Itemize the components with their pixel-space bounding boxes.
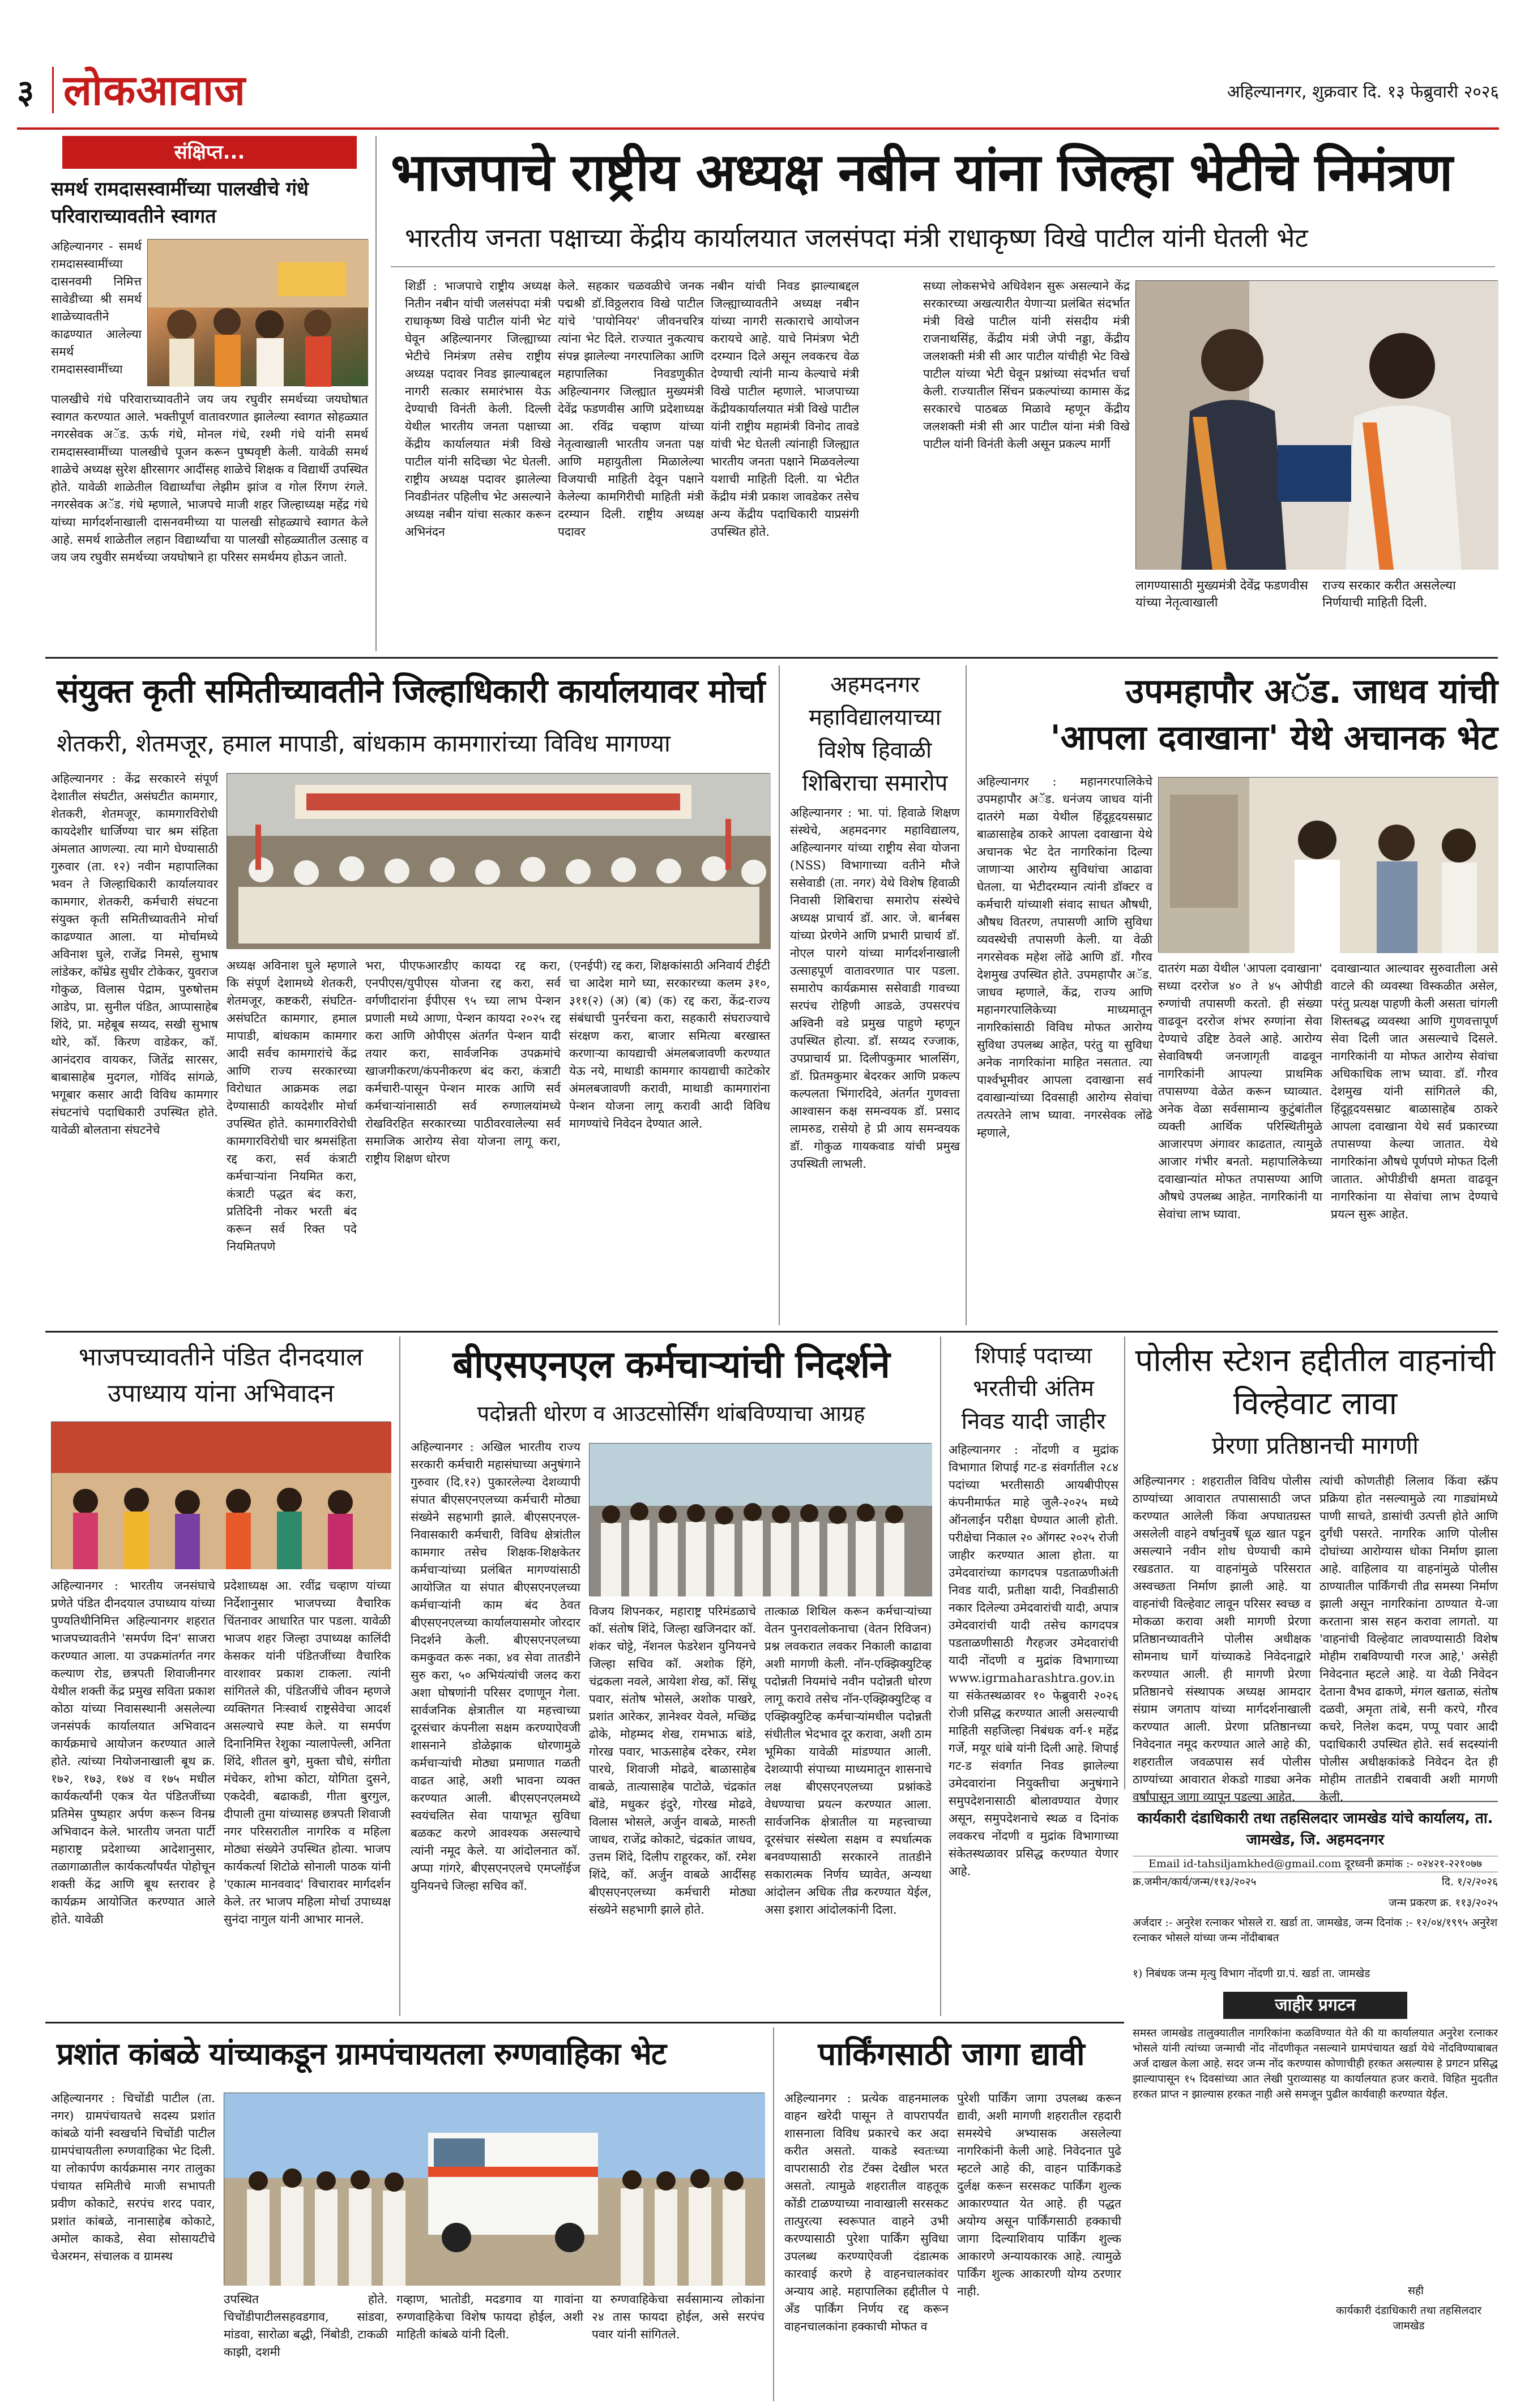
story6-photo — [589, 1443, 932, 1596]
divider-story9-10 — [773, 2027, 774, 2401]
story2-col3: भरा, पीएफआरडीए कायदा रद्द करा, एनपीएस/युपीएस योजना रद्द करा, सर्व वर्गणीदारांना ईपीएस ९५ च्या लाभ पेन्शन प्रणाली मध्ये आणा, पेन्शन कायदा २०२५ रद्द करा आणि ओपीएस अंतर्गत पेन्शन यादी तयार करा, सार्वजनिक उपक्रमांचे खाजगीकरण/कंपनीकरण बंद करा, कंत्राटी कर्मचारी-पासून पेन्शन मारक आणि सर्व कर्मचाऱ्यांनासाठी सर्व रुग्णालयांमध्ये रोखविरहित सरकारच्या पाठीवरवालेल्या सर्व समाजिक आरोग्य सेवा योजना लागू करा, राष्ट्रीय शिक्षण धोरण — [365, 959, 561, 1165]
notice-office: कार्यकारी दंडाधिकारी तथा तहसिलदार जामखेड यांचे कार्यालय, ता. जामखेड, जि. अहमदनगर — [1137, 1810, 1493, 1848]
story8-col1: अहिल्यानगर : शहरातील विविध पोलीस ठाण्यांच्या आवारात तपासासाठी जप्त करण्यात आलेली किंवा अपघातग्रस्त असलेली वाहने वर्षानुवर्षे धूळ खात पडून असल्याने नवीन शोध घेण्याची कामे रखडतात. या वाहनांमुळे परिसरात अस्वच्छता निर्माण झाली आहे. या वाहनांची विल्हेवाट लावून परिसर स्वच्छ व मोकळा करावा अशी मागणी प्रेरणा प्रतिष्ठानच्यावतीने पोलीस अधीक्षक सोमनाथ घार्गे यांच्याकडे निवेदनाद्वारे करण्यात आली. ही मागणी प्रेरणा प्रतिष्ठानचे संस्थापक अध्यक्ष आमदार संग्राम जगताप यांच्या मार्गदर्शनाखाली करण्यात आली. प्रेरणा प्रतिष्ठानच्या निवेदनात नमूद करण्यात आले आहे की, शहरातील जवळपास सर्व पोलीस ठाण्यांच्या आवारात शेकडो गाड्या अनेक वर्षांपासून जागा व्यापून पडल्या आहेत. — [1133, 1474, 1311, 1804]
story8-col2: त्यांची कोणतीही लिलाव किंवा स्क्रॅप प्रक्रिया होत नसल्यामुळे त्या गाड्यांमध्ये पाणी साचते, डासांची उत्पत्ती होते आणि दुर्गंधी पसरते. नागरिक आणि पोलीस दोघांच्या आरोग्यास धोका निर्माण झाला आहे. वाहिलाव या वाहनांमुळे पोलीस ठाण्यातील पार्किंगची तीव्र समस्या निर्माण झाली असून नागरिकांना ठाण्यात ये-जा करताना त्रास सहन करावा लागतो. या 'वाहनांची विल्हेवाट लावण्यासाठी विशेष मोहीम राबविण्याची गरज आहे,' असेही निवेदनात म्हटले आहे. या वेळी निवेदन देताना वैभव ढाकणे, मंगल खताळ, संतोष दळवी, अमृता तांबे, सनी करपे, गौरव कचरे, निलेश कदम, पप्पू पवार आदी पदाधिकारी उपस्थित होते. सर्व सदस्यांनी पोलीस अधीक्षकांकडे निवेदन देत ही मोहीम तातडीने राबवावी अशी मागणी केली. — [1319, 1474, 1498, 1804]
notice-title: जाहीर प्रगटन — [1223, 1992, 1407, 2019]
clinic-visit-photo — [1159, 778, 1498, 953]
divider-story7-8 — [1124, 1337, 1125, 1790]
brief-body-b — [51, 391, 368, 646]
notice-body: समस्त जामखेड तालुक्यातील नागरिकांना कळविण्यात येते की या कार्यालयात अनुरेश रत्नाकर भोसले यांनी त्यांच्या जन्माची नोंद नोंदणीकृत नसल्याने ग्रामपंचायत खर्डा येथे नोंदविण्याबाबत अर्ज दाखल केला आहे. सदर जन्म नोंद करण्यास कोणाचीही हरकत असल्यास हे प्रगटन प्रसिद्ध झाल्यापासून १५ दिवसांच्या आत लेखी पुराव्यासह या कार्यालयात हजर करावे. विहित मुदतीत हरकत प्राप्त न झाल्यास हरकत नाही असे समजून पुढील कार्यवाही करण्यात येईल. — [1133, 2027, 1498, 2100]
story1-col3: नबीन यांची निवड झाल्याबद्दल जिल्ह्याच्यावतीने अध्यक्ष नबीन यांच्या नागरी सत्काराचे आयोजन करायचे आहे. याचे निमंत्रण भेटी दरम्यान दिले असून लवकरच वेळ देण्याची त्यांनी मान्य केल्याचे मंत्री विखे पाटील म्हणाले. भाजपाच्या केंद्रीयकार्यालयात मंत्री विखे पाटील यांनी राष्ट्रीय महामंत्री विनोद तावडे यांची भेट घेतली त्यांनाही जिल्ह्यात भारतीय जनता पक्षाने मिळवलेल्या यशाची माहिती दिली. या भेटीत केंद्रीय मंत्री प्रकाश जावडेकर तसेच अन्य केंद्रीय पदाधिकारी याप्रसंगी उपस्थित होते. — [711, 279, 859, 539]
story5-col2: प्रदेशाध्यक्ष आ. रवींद्र चव्हाण यांच्या निर्देशानुसार भाजपच्या वैचारिक चिंतनावर आधारित पार पडला. यावेळी भाजप शहर जिल्हा उपाध्यक्ष कालिंदी केसकर यांनी पंडितजींच्या वैचारिक वारशावर प्रकाश टाकला. त्यांनी सांगितले की, पंडितजींचे जीवन म्हणजे व्यक्तिगत निःस्वार्थ राष्ट्रसेवेचा आदर्श असल्याचे स्पष्ट केले. या समर्पण दिनानिमित्त रेशुका न्यालापेल्ली, अनिता शिंदे, शीतल बुगे, मुक्ता चौधे, संगीता मंचेकर, शोभा कोटा, योगिता दुसने, एकदेवी, बढाकडी, गीता बुरगुल, दीपाली तुमा यांच्यासह छत्रपती शिवाजी नगर परिसरातील नागरिक व महिला मोठ्या संख्येने उपस्थित होत्या. भाजप कार्यकर्त्या शिटोळे सोनाली पाठक यांनी 'एकात्म मानववाद' विचारावर मार्गदर्शन केले. तर भाजप महिला मोर्चा उपाध्यक्ष सुनंदा नागुल यांनी आभार मानले. — [224, 1579, 391, 1926]
story9-headline: प्रशांत कांबळे यांच्याकडून ग्रामपंचायतला रुग्णवाहिका भेट — [57, 2036, 667, 2072]
story10-col1: अहिल्यानगर : प्रत्येक वाहनमालक वाहन खरेदी पासून ते वापरापर्यंत शासनाला विविध प्रकारचे कर अदा करीत असतो. याकडे स्वतःच्या वापरासाठी रोड टॅक्स देखील भरत असतो. त्यामुळे शहरातील वाहतूक कोंडी टाळण्याच्या नावाखाली सरसकट तात्पुरत्या स्वरूपात वाहने उभी करण्यासाठी पुरेशा पार्किंग सुविधा उपलब्ध करण्याऐवजी दंडात्मक कारवाई करणे हे वाहनचालकांवर अन्याय आहे. महापालिका हद्दीतील पे अँड पार्किंग निर्णय रद्द करून वाहनचालकांना हक्काची मोफत व — [784, 2091, 949, 2333]
ambulance-handover-photo — [224, 2093, 765, 2286]
story4-headline-line1: उपमहापौर अॅड. जाधव यांची — [1125, 672, 1498, 711]
story4-col1: अहिल्यानगर : महानगरपालिकेचे उपमहापौर अॅड. धनंजय जाधव यांनी दातरंगे मळा येथील हिंदूहृदयसम्राट बाळासाहेब ठाकरे आपला दवाखाना येथे अचानक भेट देत नागरिकांना दिल्या जाणाऱ्या आरोग्य सुविधांचा आढावा घेतला. या भेटीदरम्यान त्यांनी डॉक्टर व कर्मचारी यांच्याशी संवाद साधत औषधी, औषध वितरण, तपासणी आणि सुविधा व्यवस्थेची तपासणी केली. या वेळी नगरसेवक महेश लोंढे आणि डॉ. गौरव देशमुख उपस्थित होते. उपमहापौर अॅड. जाधव म्हणाले, केंद्र, राज्य आणि महानगरपालिकेच्या माध्यमातून नागरिकांसाठी विविध मोफत आरोग्य सुविधा उपलब्ध आहेत, परंतु या सुविधा अनेक नागरिकांना माहित नसतात. त्या पार्श्वभूमीवर आपला दवाखाना सर्व दवाखान्यांच्या दिवसाही आरोग्य सेवांचा तत्परतेने लाभ घ्यावा. नगरसेवक लोंढे म्हणाले, — [977, 775, 1152, 1139]
brief-body-rest: पालखीचे गंधे परिवाराच्यावतीने जय जय रघुवीर समर्थच्या जयघोषात स्वागत करण्यात आले. भक्तीपूर्ण वातावरणात झालेल्या स्वागत सोहळ्यात नगरसेवक अॅड. ऊर्फ गंधे, मोनल गंधे, रश्मी गंधे यांनी समर्थ रामदासस्वामींच्या पालखीचे पूजन करून पुष्पवृष्टी केली. यावेळी समर्थ शाळेचे अध्यक्ष सुरेश क्षीरसागर आदींसह शाळेचे शिक्षक व विद्यार्थी उपस्थित होते. यावेळी शाळेतील विद्यार्थ्यांचा लेझीम झांज व गोल रिंगण रंगले. नगरसेवक अॅड. गंधे म्हणाले, भाजपचे माजी शहर जिल्हाध्यक्ष महेंद्र गंधे यांच्या मार्गदर्शनाखाली दासनवमीच्या या पालखी सोहळ्याचे स्वागत केले आहे. समर्थ शाळेतील लहान विद्यार्थ्यांचा या पालखी सोहळ्यातील उत्साह व जय जय रघुवीर समर्थच्या जयघोषाने हा परिसर समर्थमय होऊन जातो. — [51, 392, 368, 564]
story1-caption-left: लागण्यासाठी मुख्यमंत्री देवेंद्र फडणवीस यांच्या नेतृत्वाखाली — [1135, 579, 1308, 610]
story7-body: अहिल्यानगर : नोंदणी व मुद्रांक विभागात शिपाई गट-ड संवर्गातील २८४ पदांच्या भरतीसाठी आयबीपीएस कंपनीमार्फत माहे जुलै-२०२५ मध्ये ऑनलाईन परीक्षा घेण्यात आली होती. परीक्षेचा निकाल २० ऑगस्ट २०२५ रोजी जाहीर करण्यात आला होता. या उमेदवारांच्या कागदपत्र पडताळणीअंती निवड यादी, प्रतीक्षा यादी, निवडीसाठी नकार दिलेल्या उमेदवारांची यादी, अपात्र उमेदवारांची यादी तसेच कागदपत्र पडताळणीसाठी गैरहजर उमेदवारांची यादी नोंदणी व मुद्रांक विभागाच्या www.igrmaharashtra.gov.in या संकेतस्थळावर १० फेब्रुवारी २०२६ रोजी प्रसिद्ध करण्यात आली असल्याची माहिती सहजिल्हा निबंधक वर्ग-१ महेंद्र गर्जे, मयूर धांबे यांनी दिली आहे. शिपाई गट-ड संवर्गात निवड झालेल्या उमेदवारांना नियुक्तीचा अनुषंगाने समुपदेशनासाठी बोलावण्यात येणार असून, समुपदेशनाचे स्थळ व दिनांक लवकरच नोंदणी व मुद्रांक विभागाच्या संकेतस्थळावर प्रसिद्ध करण्यात येणार आहे. — [949, 1443, 1118, 1878]
brief-body-a — [51, 238, 142, 385]
story2-col4: (एनईपी) रद्द करा, शिक्षकांसाठी अनिवार्य टीईटी चा आदेश मागे घ्या, सरकारच्या कलम ३१०, ३११(२) (अ) (ब) (क) रद्द करा, केंद्र-राज्य संबंधाची पुनर्रचना करा, सहकारी संघराज्याचे संरक्षण करा, बाजार समित्या बरखास्त करणाऱ्या कायद्याची अंमलबजावणी करण्यात येऊ नये, माथाडी कामगार कायद्याची काटेकोर अंमलबजावणी करावी, माथाडी कामगारांना पेन्शन योजना लागू करावी आदी विविध मागण्यांचे निवेदन देण्यात आले. — [569, 959, 770, 1130]
story2-subhead: शेतकरी, शेतमजूर, हमाल मापाडी, बांधकाम कामगारांच्या विविध मागण्या — [57, 729, 671, 757]
notice-email: Email id-tahsiljamkhed@gmail.com दूरध्वनी क्रमांक :- ०२४२१-२२१०७७ — [1133, 1856, 1498, 1872]
notice-case-no: जन्म प्रकरण क्र. ११३/२०२५ — [1389, 1897, 1498, 1909]
brief-label: संक्षिप्त... — [62, 136, 357, 169]
divider-story2-3 — [779, 665, 780, 1325]
minister-meeting-photo — [1136, 281, 1498, 570]
story1-subhead: भारतीय जनता पक्षाच्या केंद्रीय कार्यालयात जलसंपदा मंत्री राधाकृष्ण विखे पाटील यांनी घेतली भेट — [405, 223, 1308, 253]
story1-caption-right: राज्य सरकार करीत असलेल्या निर्णयाची माहिती दिली. — [1322, 579, 1456, 610]
story6-col1: अहिल्यानगर : अखिल भारतीय राज्य सरकारी कर्मचारी महासंघाच्या अनुषंगाने गुरुवार (दि.१२) पुकारलेल्या देशव्यापी संपात बीएसएनएलच्या कर्मचारी मोठ्या संख्येने सहभागी झाले. बीएसएनएल-निवासकारी कर्मचारी, विविध क्षेत्रांतील कामगार तसेच शिक्षक-शिक्षकेतर कर्मचाऱ्यांच्या प्रलंबित मागण्यांसाठी आयोजित या संपात बीएसएनएलच्या कर्मचाऱ्यांनी काम बंद ठेवत बीएसएनएलच्या कार्यालयासमोर जोरदार निदर्शने केली. बीएसएनएलच्या कमकुवत करू नका, ४व सेवा तातडीने सुरु करा, ५० अभियंत्यांची जलद करा अशा घोषणांनी परिसर दणाणून गेला. सार्वजनिक क्षेत्रातील या महत्त्वाच्या दूरसंचार कंपनीला सक्षम करण्याऐवजी शासनाने डोळेझाक धोरणामुळे कर्मचाऱ्यांची मोठ्या प्रमाणात गळती वाढत आहे, अशी भावना व्यक्त करण्यात आली. बीएसएनएलमध्ये स्वयंचलित सेवा पायाभूत सुविधा बळकट करणे आवश्यक असल्याचे त्यांनी नमूद केले. या आंदोलनात कॉ. अप्पा गांगरे, बीएसएनएलचे एमप्लॉईज युनियनचे जिल्हा सचिव कॉ. — [411, 1440, 580, 1893]
story5-photo — [51, 1421, 391, 1569]
story1-photo — [1135, 280, 1498, 569]
section-rule-2 — [45, 1331, 1498, 1333]
brief-box — [45, 136, 377, 651]
dateline: अहिल्यानगर, शुक्रवार दि. १३ फेब्रुवारी २०२६ — [1227, 82, 1499, 102]
notice-sign-label: सही — [1408, 2285, 1424, 2297]
story8-headline: पोलीस स्टेशन हद्दीतील वाहनांची विल्हेवाट लावा — [1135, 1342, 1496, 1422]
story9-col4: या रुग्णवाहिकेचा सर्वसामान्य लोकांना २४ तास फायदा होईल, असे सरपंच पवार यांनी सांगितले. — [592, 2292, 765, 2341]
masthead — [17, 57, 1499, 125]
divider-story3-4 — [966, 665, 967, 1325]
tribute-event-photo — [52, 1422, 391, 1569]
story8-subhead: प्रेरणा प्रतिष्ठानची मागणी — [1211, 1432, 1419, 1459]
story10-headline: पार्किंगसाठी जागा द्यावी — [818, 2036, 1085, 2073]
divider-story6-7 — [940, 1337, 941, 2016]
story1-col1: शिर्डी : भाजपाचे राष्ट्रीय अध्यक्ष नितीन नबीन यांची जलसंपदा मंत्री राधाकृष्ण विखे पाटील यांनी भेट घेवून अहिल्यानगर जिल्ह्याच्या भेटीचे निमंत्रण तसेच राष्ट्रीय अध्यक्ष पदावर निवड झाल्याबद्दल नागरी सत्कार समारंभास येऊ देण्याची विनंती केली. दिल्ली येथील भारतीय जनता पक्षाच्या केंद्रीय कार्यालयात मंत्री विखे पाटील यांनी सदिच्छा भेट घेतली. राष्ट्रीय अध्यक्ष पदावर झालेल्या निवडीनंतर पहिलीच भेट असल्याने अध्यक्ष नबीन यांचा सत्कार करून अभिनंदन — [405, 279, 551, 539]
story4-col3: दवाखान्यात आल्यावर सुरुवातीला असे वाटले की व्यवस्था विस्कळीत असेल, परंतु प्रत्यक्ष पाहणी केली असता चांगली शिस्तबद्ध व्यवस्था आणि गुणवत्तापूर्ण सेवा दिली जात असल्याचे दिसले. नागरिकांनी या मोफत आरोग्य सेवांचा अधिकाधिक लाभ घ्यावा. डॉ. गौरव देशमुख यांनी सांगितले की, हिंदूहृदयसम्राट बाळासाहेब ठाकरे आपला दवाखाना येथे सर्व प्रकारच्या तपासण्या केल्या जातात. येथे नागरिकांना औषधे पूर्णपणे मोफत दिली जातात. ओपीडीची क्षमता वाढवून नागरिकांना या सेवांचा लाभ देण्याचे प्रयत्न सुरू आहेत. — [1331, 962, 1498, 1221]
story6-headline: बीएसएनएल कर्मचाऱ्यांची निदर्शने — [452, 1343, 890, 1386]
story9-col2: उपस्थित होते. चिचोंडीपाटीलसहवडगाव, सांडवा, मांडवा, सारोळा बद्धी, निंबोडी, टाकळी काझी, दशमी — [224, 2292, 388, 2359]
notice-sign-title: कार्यकारी दंडाधिकारी तथा तहसिलदार जामखेड — [1335, 2304, 1482, 2332]
divider-story5-6 — [399, 1337, 400, 2016]
story2-col2: अध्यक्ष अविनाश घुले म्हणाले कि संपूर्ण देशामध्ये शेतकरी, शेतमजूर, कष्टकरी, संघटित-असंघटित कामगार, हमाल मापाडी, बांधकाम कामगार आदी सर्वच कामगारांचे केंद्र आणि राज्य सरकारच्या विरोधात आक्रमक लढा देण्यासाठी कायदेशीर मोर्चा उपस्थित होते. कामगारविरोधी कामगारविरोधी चार श्रमसंहिता रद्द करा, सर्व कंत्राटी कर्मचाऱ्यांना नियमित करा, कंत्राटी पद्धत बंद करा, प्रतिदिनी नोकर भरती बंद करून सर्व रिक्त पदे नियमितपणे — [227, 959, 357, 1253]
story4-col2: दातरंग मळा येथील 'आपला दवाखाना' सध्या दररोज ४० ते ४५ ओपीडी रुग्णांची तपासणी करतो. ही संख्या वाढवून दररोज शंभर रुग्णांना सेवा देण्याचे उद्दिष्ट ठेवले आहे. आरोग्य सेवाविषयी जनजागृती वाढवून नागरिकांनी आपल्या प्राथमिक तपासण्या वेळेत करून घ्याव्यात. अनेक वेळा सर्वसामान्य कुटुंबांतील व्यक्ती आर्थिक परिस्थितीमुळे आजारपण अंगावर काढतात, त्यामुळे आजार गंभीर बनतो. महापालिकेच्या दवाखान्यांत मोफत तपासण्या आणि औषधे उपलब्ध आहेत. नागरिकांनी या सेवांचा लाभ घ्यावा. — [1158, 962, 1322, 1221]
morcha-crowd-photo — [227, 774, 771, 949]
story9-col1: अहिल्यानगर : चिचोंडी पाटील (ता. नगर) ग्रामपंचायतचे सदस्य प्रशांत कांबळे यांनी स्वखर्चाने चिचोंडी पाटील ग्रामपंचायतीला रुग्णवाहिका भेट दिली. या लोकार्पण कार्यक्रमास नगर तालुका पंचायत समितीचे माजी सभापती प्रवीण कोकाटे, सरपंच शरद पवार, प्रशांत कांबळे, नानासाहेब कोकाटे, अमोल काकडे, सेवा सोसायटीचे चेअरमन, संचालक व ग्रामस्थ — [51, 2091, 215, 2263]
notice-parties: अर्जदार :- अनुरेश रत्नाकर भोसले रा. खर्डा ता. जामखेड, जन्म दिनांक :- १२/०४/१९९५ अनुरेश रत्नाकर भोसले यांच्या जन्म नोंदीबाबत — [1133, 1916, 1498, 1944]
masthead-divider — [52, 67, 54, 113]
notice-respondent: १) निबंधक जन्म मृत्यु विभाग नोंदणी ग्रा.पं. खर्डा ता. जामखेड — [1133, 1967, 1370, 1980]
story3-body: अहिल्यानगर : भा. पां. हिवाळे शिक्षण संस्थेचे, अहमदनगर महाविद्यालय, अहिल्यानगर यांच्या राष्ट्रीय सेवा योजना (NSS) विभागाच्या वतीने मौजे ससेवाडी (ता. नगर) येथे विशेष हिवाळी निवासी शिबिराचा समारोप संस्थेचे अध्यक्ष प्राचार्य डॉ. आर. जे. बार्नबस यांच्या प्रेरणेने आणि प्रभारी प्राचार्य डॉ. नोएल पारगे यांच्या मार्गदर्शनाखाली उत्साहपूर्ण वातावरणात पार पडला. समारोप कार्यक्रमास ससेवाडी गावच्या सरपंच रोहिणी आडळे, उपसरपंच अश्विनी वडे प्रमुख पाहुणे म्हणून उपस्थित होत्या. डॉ. सय्यद रज्जाक, उपप्राचार्य प्रा. दिलीपकुमार भालसिंग, डॉ. प्रितमकुमार बेदरकर आणि प्रकल्प कल्पलता भिंगारदिवे, अंतर्गत गुणवत्ता आश्वासन कक्ष समन्वयक डॉ. प्रसाद लामरुड, रासेयो हे प्री आय समन्वयक डॉ. गोकुळ गायकवाड यांची प्रमुख उपस्थिती लाभली. — [790, 806, 960, 1171]
story1-col4: सध्या लोकसभेचे अधिवेशन सुरू असल्याने केंद्र सरकारच्या अखत्यारीत येणाऱ्या प्रलंबित संदर्भात मंत्री विखे पाटील यांनी संसदीय मंत्री राजनाथसिंह, केंद्रीय मंत्री जेपी नड्डा, केंद्रीय जलशक्ती मंत्री सी आर पाटील यांचीही भेट विखे पाटील यांच्या भेटी घेवून प्रश्नांच्या संदर्भात चर्चा केली. राज्यातील सिंचन प्रकल्पांच्या कामास केंद्र सरकारचे पाठबळ मिळावे म्हणून केंद्रीय जलशक्ती मंत्री सी आर पाटील यांना मंत्री विखे पाटील यांनी विनंती केली असून प्रकल्प मार्गी — [923, 279, 1130, 451]
story1-headline: भाजपाचे राष्ट्रीय अध्यक्ष नबीन यांना जिल्हा भेटीचे निमंत्रण — [391, 142, 1453, 203]
story5-headline: भाजपच्यावतीने पंडित दीनदयाल उपाध्याय यांना अभिवादन — [79, 1343, 363, 1408]
paper-name: लोकआवाज — [63, 66, 246, 115]
story4-headline-line2: 'आपला दवाखाना' येथे अचानक भेट — [1050, 718, 1498, 758]
story7-headline: शिपाई पदाच्या भरतीची अंतिम निवड यादी जाहीर — [961, 1343, 1106, 1434]
public-notice — [1133, 1801, 1498, 2401]
section-rule-3 — [45, 2022, 1124, 2023]
page-number: ३ — [17, 72, 35, 111]
story1-col2: केले. सहकार चळवळीचे जनक पद्मश्री डॉ.विठ्ठलराव विखे पाटील यांचे 'पायोनियर' जीवनचरित्र त्यांना भेट दिले. राज्यात नुकत्याच संपन्न झालेल्या नगरपालिका आणि महापालिका निवडणुकीत अहिल्यानगर जिल्ह्यात मुख्यमंत्री देवेंद्र फडणवीस आणि प्रदेशाध्यक्ष आ. रविंद्र चव्हाण यांच्या नेतृत्वाखाली भारतीय जनता पक्ष आणि महायुतीला मिळालेल्या विजयाची माहिती देवून पक्षाने केलेल्या कामगिरीची माहिती मंत्री दरम्यान दिली. राष्ट्रीय अध्यक्ष पदावर — [558, 279, 704, 539]
section-rule-1 — [45, 657, 1498, 659]
story10-col2: पुरेशी पार्किंग जागा उपलब्ध करून द्यावी, अशी मागणी शहरातील रहदारी समस्येचे अभ्यासक असलेल्या नागरिकांनी केली आहे. निवेदनात पुढे म्हटले आहे की, वाहन पार्किंगकडे दुर्लक्ष करून सरसकट पार्किंग शुल्क आकारण्यात येत आहे. ही पद्धत अयोग्य असून पार्किंगसाठी हक्काची जागा दिल्याशिवाय पार्किंग शुल्क आकारणे अन्यायकारक आहे. त्यामुळे पार्किंग शुल्क आकारणी योग्य ठरणार नाही. — [957, 2091, 1121, 2298]
story1-rule — [391, 266, 1495, 267]
story2-headline: संयुक्त कृती समितीच्यावतीने जिल्हाधिकारी कार्यालयावर मोर्चा — [57, 672, 765, 710]
notice-ref-left: क्र.जमीन/कार्य/जन्म/११३/२०२५ — [1133, 1876, 1257, 1888]
palkhi-procession-photo — [148, 240, 369, 387]
brief-body-start: अहिल्यानगर - समर्थ रामदासस्वामींच्या दासनवमी निमित्त सावेडीच्या श्री समर्थ शाळेच्यावतीने काढण्यात आलेल्या समर्थ रामदासस्वामींच्या — [51, 240, 142, 376]
story4-photo — [1158, 777, 1498, 953]
brief-photo — [147, 239, 368, 386]
story6-col3: तात्काळ शिथिल करून कर्मचाऱ्यांच्या वेतन पुनरावलोकनाचा (वेतन रिविजन) प्रश्न लवकरात लवकर निकाली काढावा अशी मागणी केली. नॉन-एक्झिक्युटिव्ह पदोन्नती नियमांचे नवीन पदोन्नती धोरण लागू करावे तसेच नॉन-एक्झिक्युटिव्ह व एक्झिक्युटिव्ह कर्मचाऱ्यांमधील पदोन्नती संधीतील भेदभाव दूर करावा, अशी ठाम भूमिका यावेळी मांडण्यात आली. देशव्यापी संपाच्या माध्यमातून शासनाचे लक्ष बीएसएनएलच्या प्रश्नांकडे वेधण्याचा प्रयत्न करण्यात आला. सार्वजनिक क्षेत्रातील या महत्त्वाच्या दूरसंचार संस्थेला सक्षम व स्पर्धात्मक बनवण्यासाठी सरकारने तातडीने सकारात्मक निर्णय घ्यावेत, अन्यथा आंदोलन अधिक तीव्र करण्यात येईल, असा इशारा आंदोलकांनी दिला. — [765, 1604, 932, 1916]
story2-photo — [227, 773, 770, 949]
story3-headline: अहमदनगर महाविद्यालयाच्या विशेष हिवाळी शिबिराचा समारोप — [802, 672, 948, 796]
story6-col2: विजय शिपनकर, महाराष्ट्र परिमंडळाचे कॉ. संतोष शिंदे, जिल्हा खजिनदार कॉ. शंकर चोट्टे, नॅशनल फेडरेशन युनियनचे जिल्हा सचिव कॉ. अशोक हिंगे, चंद्रकला नवले, आयेशा शेख, कॉ. सिंधू पवार, संतोष भोसले, अशोक पाखरे, प्रशांत आरेकर, ज्ञानेश्वर येवले, मच्छिंद्र ढोके, मोहम्मद शेख, रामभाऊ बांडे, गोरख पवार, भाऊसाहेब दरेकर, रमेश पारधे, शिवाजी मोढवे, बाळासाहेब वाबळे, तात्यासाहेब पाटोळे, चंद्रकांत बोंडे, मधुकर इंदुरे, गोरख मोढवे, विलास भोसले, अर्जुन वाबळे, मारुती जाधव, राजेंद्र कोकाटे, चंद्रकांत जाधव, उत्तम शिंदे, दिलीप राहूरकर, कॉ. रमेश शिंदे, कॉ. अर्जुन वाबळे आदींसह बीएसएनएलच्या कर्मचारी मोठ्या संख्येने सहभागी झाले होते. — [589, 1604, 756, 1916]
story6-subhead: पदोन्नती धोरण व आउटसोर्सिंग थांबविण्याचा आग्रह — [477, 1401, 865, 1426]
story9-col3: गव्हाण, भातोडी, मदडगाव या गावांना रुग्णवाहिकेचा विशेष फायदा होईल, अशी माहिती कांबळे यांनी दिली. — [396, 2292, 583, 2341]
story5-col1: अहिल्यानगर : भारतीय जनसंघाचे प्रणेते पंडित दीनदयाल उपाध्याय यांच्या पुण्यतिथीनिमित्त अहिल्यानगर शहरात भाजपच्यावतीने 'समर्पण दिन' साजरा करण्यात आला. या उपक्रमांतर्गत नगर कल्याण रोड, छत्रपती शिवाजीनगर येथील शक्ती केंद्र प्रमुख सविता प्रकाश कोठा यांच्या निवासस्थानी असलेल्या जनसंपर्क कार्यालयात अभिवादन कार्यक्रमाचे आयोजन करण्यात आले होते. त्यांच्या नियोजनाखाली बूथ क्र. १७२, १७३, १७४ व १७५ मधील कार्यकर्त्यांनी एकत्र येत पंडितजींच्या प्रतिमेस पुष्पहार अर्पण करून विनम्र अभिवादन केले. भारतीय जनता पार्टी महाराष्ट्र प्रदेशाच्या आदेशानुसार, तळागाळातील कार्यकर्त्यांपर्यंत पोहोचून शक्ती केंद्र आणि बूथ स्तरावर हे कार्यक्रम आयोजित करण्यात आले होते. यावेळी — [51, 1579, 215, 1926]
notice-ref-right: दि. १/२/२०२६ — [1441, 1876, 1498, 1888]
bsnl-protest-photo — [590, 1444, 932, 1596]
brief-headline: समर्थ रामदासस्वामींच्या पालखीचे गंधे परिवाराच्यावतीने स्वागत — [51, 178, 309, 228]
story9-photo — [224, 2093, 765, 2285]
story2-col1: अहिल्यानगर : केंद्र सरकारने संपूर्ण देशातील संघटीत, असंघटीत कामगार, शेतकरी, शेतमजूर, कामगारविरोधी कायदेशीर धार्जिण्या चार श्रम संहिता अंमलात आणल्या. त्या मागे घेण्यासाठी गुरुवार (ता. १२) नवीन महापालिका भवन ते जिल्हाधिकारी कार्यालयावर कामगार, शेतकरी, कर्मचारी संघटना संयुक्त कृती समितीच्यावतीने मोर्चा काढण्यात आला. या मोर्चामध्ये अविनाश घुले, राजेंद्र निमसे, सुभाष लांडेकर, कॉम्रेड सुधीर टोकेकर, युवराज गोकुळ, विलास पेद्राम, पुरुषोत्तम आडेप, प्रा. सुनील पंडित, आप्पासाहेब शिंदे, प्रा. महेबूब सय्यद, सखी सुभाष थोरे, कॉ. किरण वाडेकर, कॉ. आनंदराव वायकर, जितेंद्र सारसर, बाबासाहेब मुदगल, गोविंद सांगळे, भगूबार कसार आदी विविध कामगार संघटनांचे पदाधिकारी उपस्थित होते. यावेळी बोलताना संघटनेचे — [51, 772, 218, 1137]
masthead-rule — [17, 127, 1499, 130]
